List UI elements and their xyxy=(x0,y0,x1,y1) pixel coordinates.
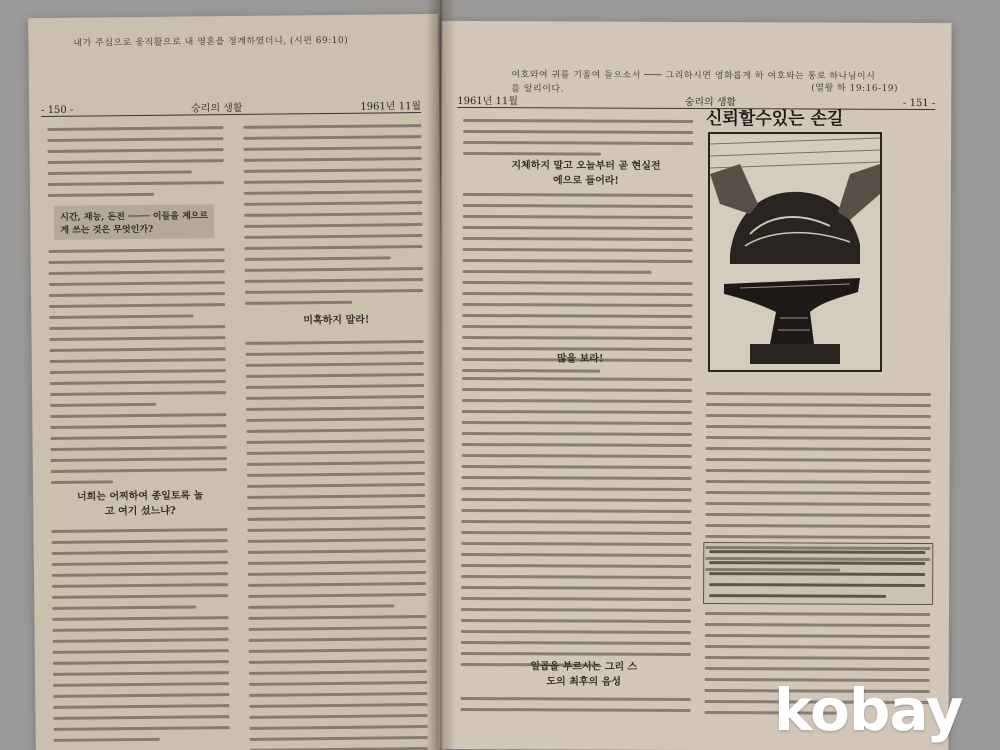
right-page-number: - 151 - xyxy=(903,97,936,110)
right-issue: 1961년 11월 xyxy=(457,95,518,108)
right-column-1c xyxy=(461,377,692,675)
anvil-hands-icon xyxy=(710,134,880,370)
right-top-verse-ref: (열왕 하 19:16-19) xyxy=(811,83,899,94)
right-headline-3: 일곱을 부르시는 그리 스도의 최후의 음성 xyxy=(530,661,638,688)
left-header xyxy=(41,98,421,117)
left-column-2 xyxy=(243,124,423,313)
right-headline-1: 지체하지 말고 오늘부터 곧 현실전에으로 들어라! xyxy=(511,160,661,187)
right-headline-2: 많을 보라! xyxy=(556,353,604,365)
watermark-logo: kobay xyxy=(774,676,963,744)
illustration-title: 신뢰할수있는 손길 xyxy=(706,109,844,129)
left-column-1b xyxy=(49,248,228,492)
left-column-1c xyxy=(51,528,229,750)
right-top-verse-2: 를 알리이다. xyxy=(511,84,565,95)
right-section-title: 숭리의 생활 xyxy=(684,96,737,109)
left-column-2b xyxy=(246,340,429,750)
left-section-title: 숭리의 생활 xyxy=(191,102,243,115)
left-shaded-headline: 시간, 재능, 돈전 ──── 이들을 계으르게 쓰는 것은 무엇인가? xyxy=(54,204,214,240)
left-headline-3: 너희는 어찌하여 종일토록 놀고 여기 섰느냐? xyxy=(76,490,204,518)
left-top-verse: 내가 주심으로 웅직활으로 내 영혼을 정계하였더니, (시편 69:10) xyxy=(73,35,349,49)
left-issue: 1961년 11월 xyxy=(360,101,422,113)
left-headline-2: 미혹하지 말라! xyxy=(303,314,370,327)
woodcut-illustration xyxy=(708,132,882,372)
right-bold-paragraph xyxy=(709,550,925,606)
right-header xyxy=(457,93,935,110)
right-page xyxy=(438,21,951,750)
left-column-1 xyxy=(47,126,224,205)
right-column-1d xyxy=(461,697,691,720)
left-page-number: - 150 - xyxy=(41,104,74,117)
left-page xyxy=(28,14,446,750)
right-top-verse-1: 여호와여 귀를 기울여 들으소서 ─── 그리하시면 영화롭게 하 여호와는 통로 하나님이시 xyxy=(511,70,876,82)
